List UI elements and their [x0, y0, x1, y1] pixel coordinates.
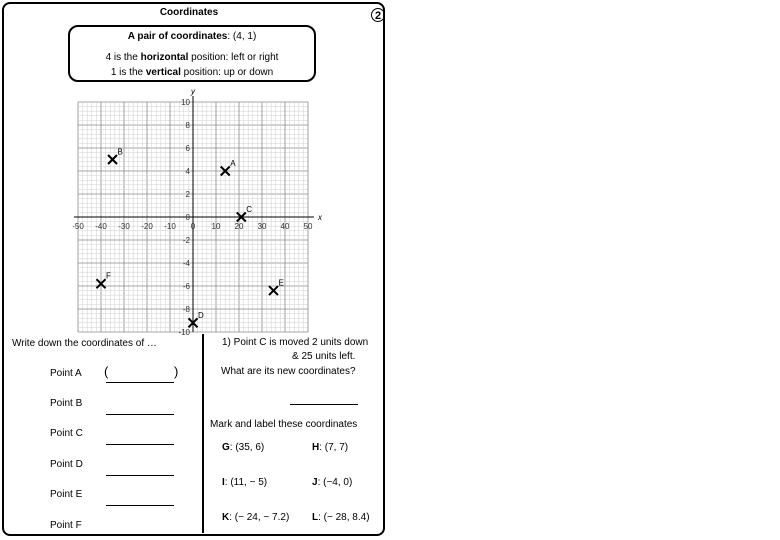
- y-axis-label: y: [191, 87, 195, 96]
- definition-line-1: A pair of coordinates: (4, 1): [127, 31, 257, 42]
- coord-k: K: (− 24, − 7.2): [222, 512, 290, 523]
- x-tick-label: 10: [211, 222, 221, 231]
- page-number-badge: 2: [371, 8, 385, 22]
- answer-blank-f[interactable]: [106, 535, 174, 536]
- x-tick-label: 50: [303, 222, 313, 231]
- definition-line-3: 1 is the vertical position: up or down: [110, 67, 274, 78]
- point-d-label: Point D: [50, 459, 83, 470]
- y-tick-label: 10: [181, 98, 190, 107]
- point-b-label: B: [117, 147, 123, 157]
- x-tick-label: 30: [257, 222, 267, 231]
- x-tick-label: -30: [118, 222, 130, 231]
- coordinate-grid[interactable]: [66, 84, 326, 339]
- x-axis-label: x: [318, 213, 322, 222]
- open-paren: (: [104, 364, 109, 379]
- y-tick-label: 4: [185, 167, 190, 176]
- page-title: Coordinates: [159, 7, 219, 18]
- coord-h: H: (7, 7): [312, 442, 349, 453]
- divider-line: [202, 334, 204, 533]
- x-tick-label: -40: [95, 222, 107, 231]
- y-tick-label: 2: [185, 190, 190, 199]
- worksheet: [2, 2, 385, 536]
- y-tick-label: -6: [182, 282, 190, 291]
- question-1-answer-blank[interactable]: [290, 404, 358, 405]
- definition-line-2: 4 is the horizontal position: left or right: [105, 52, 279, 63]
- point-c-label: C: [246, 205, 253, 214]
- mark-coordinates-heading: Mark and label these coordinates: [210, 419, 358, 430]
- point-c-label: Point C: [50, 428, 83, 439]
- answer-blank-e[interactable]: [106, 505, 174, 506]
- y-tick-label: 8: [185, 121, 190, 130]
- point-f-label: F: [106, 271, 111, 281]
- answer-blank-d[interactable]: [106, 475, 174, 476]
- point-a-label: Point A: [50, 368, 82, 379]
- question-1-line-2: & 25 units left.: [292, 351, 356, 362]
- close-paren: ): [174, 364, 179, 379]
- point-e-label: Point E: [50, 489, 83, 500]
- point-e-label: E: [278, 278, 284, 288]
- coord-l: L: (− 28, 8.4): [312, 512, 370, 523]
- y-tick-label: -10: [178, 328, 190, 337]
- x-tick-label: 20: [234, 222, 244, 231]
- point-b-label: Point B: [50, 398, 83, 409]
- x-tick-label: 0: [190, 222, 196, 231]
- answer-blank-c[interactable]: [106, 444, 174, 445]
- y-tick-label: -2: [182, 236, 190, 245]
- coord-i: I: (11, − 5): [222, 477, 268, 488]
- point-a-label: A: [230, 159, 236, 168]
- point-d-label: D: [198, 310, 204, 320]
- question-1-line-1: 1) Point C is moved 2 units down: [222, 337, 369, 348]
- point-f-label: Point F: [50, 520, 82, 531]
- x-tick-label: -10: [164, 222, 176, 231]
- y-tick-label: -8: [182, 305, 190, 314]
- left-question-heading: Write down the coordinates of …: [12, 338, 157, 349]
- answer-blank-b[interactable]: [106, 414, 174, 415]
- x-tick-label: -50: [72, 222, 84, 231]
- definition-box: [68, 25, 316, 82]
- y-tick-label: 0: [185, 213, 190, 222]
- answer-blank-a[interactable]: [106, 382, 174, 383]
- x-tick-label: -20: [141, 222, 153, 231]
- coord-g: G: (35, 6): [222, 442, 265, 453]
- x-tick-label: 40: [280, 222, 290, 231]
- y-tick-label: 6: [185, 144, 190, 153]
- coord-j: J: (−4, 0): [312, 477, 353, 488]
- question-1-line-3: What are its new coordinates?: [221, 366, 356, 377]
- y-tick-label: -4: [182, 259, 190, 268]
